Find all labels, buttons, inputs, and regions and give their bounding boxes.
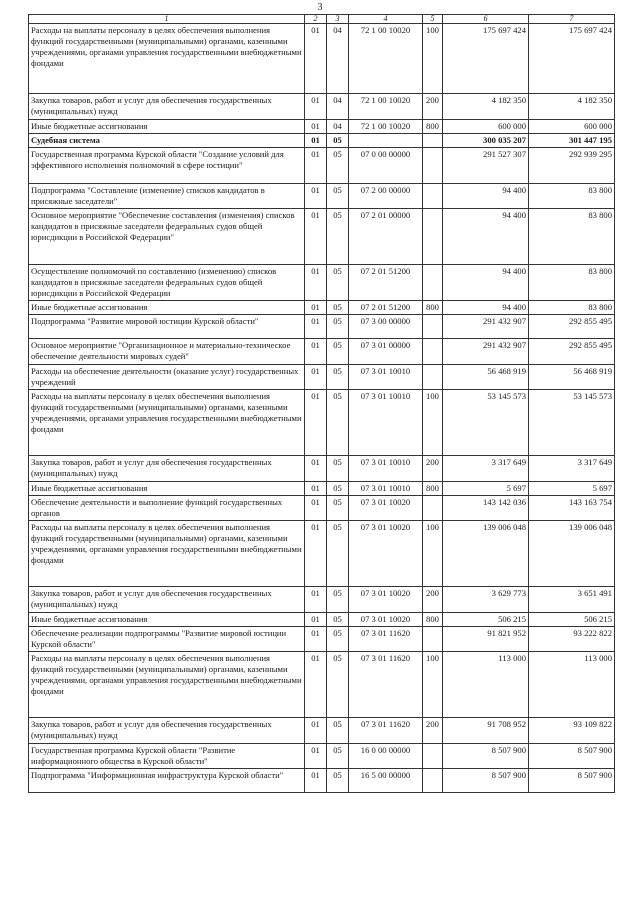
row-amount-year1: 291 432 907 [443,339,529,365]
row-subsection: 05 [327,265,349,301]
row-target-article: 72 1 00 10020 [349,94,423,120]
row-amount-year2: 143 163 754 [529,496,615,521]
row-amount-year2: 56 468 919 [529,365,615,390]
row-subsection: 04 [327,24,349,94]
row-amount-year1: 8 507 900 [443,744,529,769]
row-section: 01 [305,184,327,209]
row-name: Расходы на выплаты персоналу в целях обеспечения выполнения функций государственными (муниципальными) органами, казенными учреждениями, органами управления государственными внебюджетными фондами [29,24,305,94]
row-expense-type: 200 [423,94,443,120]
table-row [29,652,615,718]
row-name: Расходы на выплаты персоналу в целях обеспечения выполнения функций государственными (муниципальными) органами, казенными учреждениями, органами управления государственными внебюджетными фондами [29,521,305,587]
row-section: 01 [305,148,327,184]
row-amount-year2: 8 507 900 [529,744,615,769]
row-target-article: 07 3 01 10020 [349,613,423,627]
row-target-article: 07 2 01 51200 [349,265,423,301]
header-col-1: 1 [29,15,305,24]
row-amount-year2: 8 507 900 [529,769,615,793]
table-row [29,482,615,496]
row-name: Иные бюджетные ассигнования [29,120,305,134]
row-amount-year2: 600 000 [529,120,615,134]
table-row [29,627,615,652]
row-subsection: 05 [327,315,349,339]
row-amount-year1: 56 468 919 [443,365,529,390]
row-subsection: 05 [327,365,349,390]
row-name: Подпрограмма "Информационная инфраструктура Курской области" [29,769,305,793]
row-target-article: 07 2 01 51200 [349,301,423,315]
row-amount-year1: 600 000 [443,120,529,134]
row-amount-year1: 4 182 350 [443,94,529,120]
row-section: 01 [305,496,327,521]
row-section: 01 [305,718,327,744]
row-amount-year2: 292 855 495 [529,315,615,339]
row-amount-year2: 53 145 573 [529,390,615,456]
row-section: 01 [305,315,327,339]
row-target-article: 16 0 00 00000 [349,744,423,769]
table-row [29,456,615,482]
row-subsection: 05 [327,482,349,496]
row-target-article: 07 0 00 00000 [349,148,423,184]
row-name: Расходы на выплаты персоналу в целях обеспечения выполнения функций государственными (муниципальными) органами, казенными учреждениями, органами управления государственными внебюджетными фондами [29,652,305,718]
row-section: 01 [305,209,327,265]
row-amount-year2: 83 800 [529,184,615,209]
row-subsection: 05 [327,627,349,652]
row-name: Государственная программа Курской области "Развитие информационного общества в Курской области" [29,744,305,769]
row-expense-type [423,627,443,652]
row-subsection: 04 [327,94,349,120]
row-amount-year1: 94 400 [443,265,529,301]
row-subsection: 05 [327,613,349,627]
row-name: Иные бюджетные ассигнования [29,301,305,315]
row-amount-year1: 94 400 [443,209,529,265]
row-name: Государственная программа Курской области "Создание условий для эффективного исполнения полномочий в сфере юстиции" [29,148,305,184]
row-subsection: 05 [327,769,349,793]
row-amount-year1: 94 400 [443,184,529,209]
row-section: 01 [305,265,327,301]
table-row [29,718,615,744]
row-amount-year1: 3 629 773 [443,587,529,613]
header-col-6: 6 [443,15,529,24]
row-expense-type: 100 [423,521,443,587]
row-subsection: 05 [327,339,349,365]
row-amount-year1: 91 708 952 [443,718,529,744]
row-subsection: 05 [327,587,349,613]
row-expense-type: 100 [423,390,443,456]
row-name: Закупка товаров, работ и услуг для обеспечения государственных (муниципальных) нужд [29,718,305,744]
row-subsection: 05 [327,209,349,265]
row-section: 01 [305,24,327,94]
row-amount-year2: 292 855 495 [529,339,615,365]
row-expense-type: 100 [423,652,443,718]
row-expense-type [423,769,443,793]
row-amount-year2: 83 800 [529,265,615,301]
header-col-5: 5 [423,15,443,24]
row-amount-year2: 292 939 295 [529,148,615,184]
row-amount-year1: 143 142 036 [443,496,529,521]
row-section: 01 [305,482,327,496]
row-name: Иные бюджетные ассигнования [29,482,305,496]
row-amount-year1: 300 035 207 [443,134,529,148]
table-row [29,94,615,120]
row-subsection: 04 [327,120,349,134]
row-subsection: 05 [327,456,349,482]
row-target-article: 07 2 00 00000 [349,184,423,209]
row-amount-year2: 93 109 822 [529,718,615,744]
table-row [29,744,615,769]
row-name: Обеспечение деятельности и выполнение функций государственных органов [29,496,305,521]
row-section: 01 [305,456,327,482]
row-subsection: 05 [327,521,349,587]
row-expense-type [423,365,443,390]
row-section: 01 [305,744,327,769]
table-row [29,496,615,521]
row-expense-type [423,265,443,301]
row-subsection: 05 [327,301,349,315]
row-amount-year1: 3 317 649 [443,456,529,482]
row-amount-year2: 5 697 [529,482,615,496]
row-target-article: 72 1 00 10020 [349,120,423,134]
table-row [29,315,615,339]
table-row [29,365,615,390]
table-row [29,134,615,148]
row-subsection: 05 [327,652,349,718]
row-section: 01 [305,390,327,456]
row-target-article: 07 3 01 11620 [349,627,423,652]
row-subsection: 05 [327,390,349,456]
row-expense-type: 800 [423,482,443,496]
row-section: 01 [305,365,327,390]
row-subsection: 05 [327,184,349,209]
row-target-article: 07 3 01 00000 [349,339,423,365]
row-expense-type [423,339,443,365]
row-section: 01 [305,120,327,134]
row-section: 01 [305,627,327,652]
row-name: Основное мероприятие "Обеспечение составления (изменения) списков кандидатов в присяжные заседатели федеральных судов общей юрисдикции в Российской Федерации" [29,209,305,265]
row-amount-year2: 301 447 195 [529,134,615,148]
table-row [29,148,615,184]
row-name: Судебная система [29,134,305,148]
table-row [29,769,615,793]
header-col-2: 2 [305,15,327,24]
row-amount-year1: 5 697 [443,482,529,496]
row-expense-type [423,209,443,265]
row-section: 01 [305,587,327,613]
row-target-article: 07 3 01 10010 [349,365,423,390]
row-amount-year2: 93 222 822 [529,627,615,652]
row-expense-type: 200 [423,456,443,482]
row-amount-year1: 506 215 [443,613,529,627]
row-amount-year2: 506 215 [529,613,615,627]
row-amount-year1: 113 000 [443,652,529,718]
row-name: Закупка товаров, работ и услуг для обеспечения государственных (муниципальных) нужд [29,456,305,482]
row-expense-type [423,315,443,339]
row-target-article: 16 5 00 00000 [349,769,423,793]
row-target-article: 72 1 00 10020 [349,24,423,94]
row-amount-year1: 91 821 952 [443,627,529,652]
row-amount-year1: 53 145 573 [443,390,529,456]
row-name: Обеспечение реализации подпрограммы "Развитие мировой юстиции Курской области" [29,627,305,652]
row-amount-year2: 83 800 [529,209,615,265]
row-amount-year2: 139 006 048 [529,521,615,587]
row-name: Закупка товаров, работ и услуг для обеспечения государственных (муниципальных) нужд [29,587,305,613]
header-col-4: 4 [349,15,423,24]
row-name: Осуществление полномочий по составлению (изменению) списков кандидатов в присяжные заседатели федеральных судов общей юрисдикции в Российской Федерации [29,265,305,301]
row-target-article: 07 3 01 11620 [349,718,423,744]
row-name: Основное мероприятие "Организационное и материально-техническое обеспечение деятельности мировых судей" [29,339,305,365]
budget-table [28,14,615,793]
table-row [29,184,615,209]
row-section: 01 [305,613,327,627]
row-amount-year1: 291 432 907 [443,315,529,339]
row-amount-year2: 113 000 [529,652,615,718]
row-subsection: 05 [327,148,349,184]
row-section: 01 [305,134,327,148]
table-row [29,24,615,94]
row-amount-year1: 139 006 048 [443,521,529,587]
row-subsection: 05 [327,744,349,769]
table-row [29,339,615,365]
table-row [29,301,615,315]
table-row [29,587,615,613]
row-amount-year1: 8 507 900 [443,769,529,793]
row-name: Закупка товаров, работ и услуг для обеспечения государственных (муниципальных) нужд [29,94,305,120]
row-expense-type [423,148,443,184]
row-target-article: 07 3 01 10020 [349,587,423,613]
table-row [29,265,615,301]
table-row [29,390,615,456]
row-name: Иные бюджетные ассигнования [29,613,305,627]
row-target-article: 07 2 01 00000 [349,209,423,265]
row-amount-year2: 175 697 424 [529,24,615,94]
row-target-article: 07 3 01 10010 [349,456,423,482]
row-target-article: 07 3 01 10020 [349,496,423,521]
table-row [29,521,615,587]
row-target-article: 07 3 01 11620 [349,652,423,718]
row-name: Расходы на выплаты персоналу в целях обеспечения выполнения функций государственными (муниципальными) органами, казенными учреждениями, органами управления государственными внебюджетными фондами [29,390,305,456]
row-amount-year1: 94 400 [443,301,529,315]
row-expense-type: 100 [423,24,443,94]
row-section: 01 [305,339,327,365]
row-expense-type [423,184,443,209]
row-name: Подпрограмма "Развитие мировой юстиции Курской области" [29,315,305,339]
row-section: 01 [305,521,327,587]
row-subsection: 05 [327,496,349,521]
row-amount-year1: 175 697 424 [443,24,529,94]
row-amount-year2: 3 651 491 [529,587,615,613]
table-row [29,613,615,627]
row-target-article: 07 3 00 00000 [349,315,423,339]
row-target-article: 07 3 01 10020 [349,521,423,587]
row-target-article [349,134,423,148]
table-row [29,209,615,265]
header-col-7: 7 [529,15,615,24]
row-name: Расходы на обеспечение деятельности (оказание услуг) государственных учреждений [29,365,305,390]
row-amount-year1: 291 527 307 [443,148,529,184]
row-expense-type [423,496,443,521]
row-target-article: 07 3 01 10010 [349,482,423,496]
row-expense-type: 200 [423,718,443,744]
row-expense-type: 800 [423,120,443,134]
row-target-article: 07 3 01 10010 [349,390,423,456]
row-expense-type: 800 [423,613,443,627]
row-amount-year2: 83 800 [529,301,615,315]
header-row [29,15,615,24]
row-amount-year2: 4 182 350 [529,94,615,120]
row-section: 01 [305,652,327,718]
row-expense-type: 800 [423,301,443,315]
row-expense-type [423,744,443,769]
row-amount-year2: 3 317 649 [529,456,615,482]
row-subsection: 05 [327,134,349,148]
table-row [29,120,615,134]
row-section: 01 [305,769,327,793]
header-col-3: 3 [327,15,349,24]
row-subsection: 05 [327,718,349,744]
page-number: 3 [317,2,323,13]
row-section: 01 [305,94,327,120]
row-expense-type: 200 [423,587,443,613]
row-section: 01 [305,301,327,315]
row-expense-type [423,134,443,148]
row-name: Подпрограмма "Составление (изменение) списков кандидатов в присяжные заседатели" [29,184,305,209]
